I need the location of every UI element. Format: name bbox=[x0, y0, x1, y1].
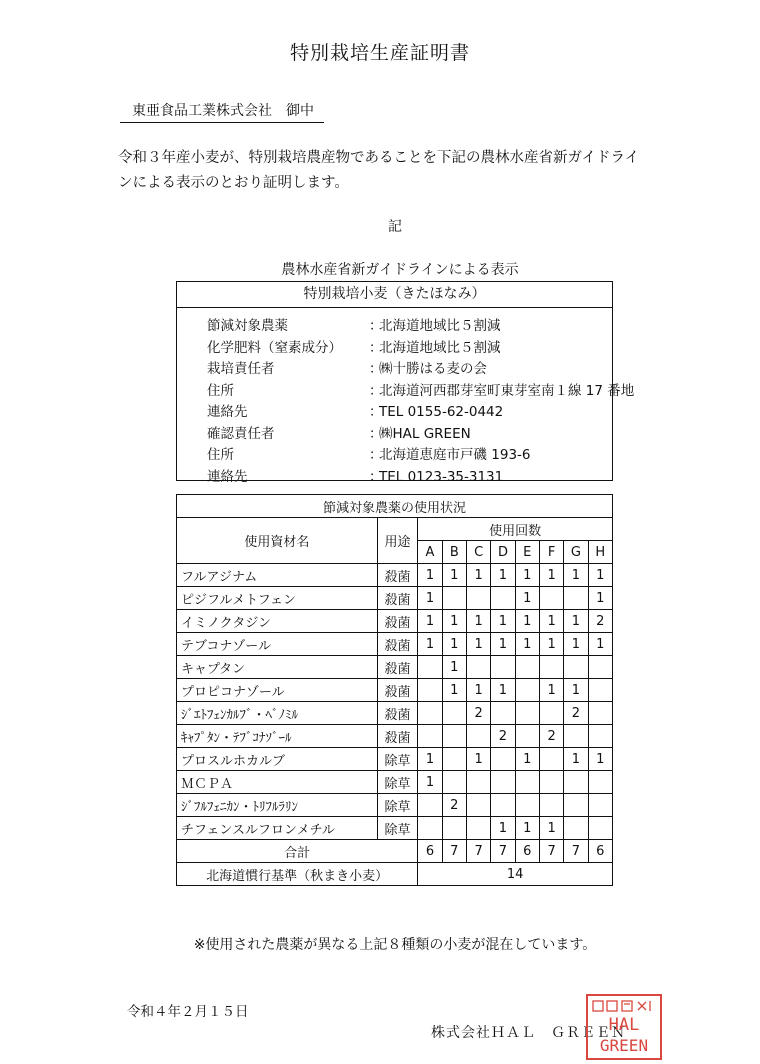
count-cell: 2 bbox=[539, 725, 563, 748]
count-cell: 1 bbox=[539, 564, 563, 587]
count-cell: 1 bbox=[466, 610, 490, 633]
total-row bbox=[177, 840, 613, 863]
label-separator: ： bbox=[369, 318, 383, 334]
material-use: 除草 bbox=[377, 794, 418, 817]
label-key: 化学肥料（窒素成分） bbox=[207, 339, 342, 356]
label-separator: ： bbox=[369, 404, 383, 420]
table-row bbox=[177, 725, 613, 748]
count-cell: 1 bbox=[515, 564, 539, 587]
label-separator: ： bbox=[369, 339, 383, 356]
count-cell bbox=[442, 725, 466, 748]
count-cell bbox=[539, 587, 563, 610]
standard-label: 北海道慣行基準（秋まき小麦） bbox=[177, 863, 418, 886]
table-row bbox=[177, 564, 613, 587]
col-material-header: 使用資材名 bbox=[177, 518, 378, 564]
count-cell bbox=[539, 748, 563, 771]
count-cell: 1 bbox=[515, 748, 539, 771]
material-name: キャプタン bbox=[177, 656, 378, 679]
table-row bbox=[177, 633, 613, 656]
ki-heading: 記 bbox=[388, 219, 402, 235]
label-separator: ： bbox=[369, 425, 383, 442]
table-row bbox=[177, 748, 613, 771]
material-use: 殺菌 bbox=[377, 656, 418, 679]
count-cell bbox=[466, 817, 490, 840]
count-cell bbox=[539, 656, 563, 679]
field-letter-d: D bbox=[491, 541, 515, 564]
table-row bbox=[177, 679, 613, 702]
count-cell: 1 bbox=[466, 564, 490, 587]
count-cell: 1 bbox=[564, 748, 588, 771]
table-row bbox=[177, 817, 613, 840]
count-cell: 2 bbox=[442, 794, 466, 817]
material-use: 殺菌 bbox=[377, 679, 418, 702]
label-row bbox=[207, 445, 531, 465]
count-cell bbox=[564, 587, 588, 610]
count-cell bbox=[564, 725, 588, 748]
material-name: イミノクタジン bbox=[177, 610, 378, 633]
count-cell bbox=[588, 656, 612, 679]
count-cell: 1 bbox=[564, 679, 588, 702]
company-seal bbox=[586, 994, 662, 1060]
count-cell: 1 bbox=[539, 610, 563, 633]
count-cell bbox=[539, 702, 563, 725]
count-cell bbox=[515, 794, 539, 817]
count-cell bbox=[491, 587, 515, 610]
count-cell: 1 bbox=[442, 679, 466, 702]
count-cell: 1 bbox=[539, 633, 563, 656]
table-row bbox=[177, 794, 613, 817]
total-cell: 7 bbox=[564, 840, 588, 863]
count-cell bbox=[466, 725, 490, 748]
count-cell: 1 bbox=[515, 610, 539, 633]
count-cell bbox=[515, 725, 539, 748]
count-cell bbox=[418, 817, 442, 840]
col-use-header: 用途 bbox=[377, 518, 418, 564]
count-cell: 1 bbox=[466, 679, 490, 702]
count-cell: 2 bbox=[588, 610, 612, 633]
count-cell: 1 bbox=[588, 633, 612, 656]
count-cell bbox=[515, 679, 539, 702]
field-letter-f: F bbox=[539, 541, 563, 564]
count-cell: 1 bbox=[491, 610, 515, 633]
table-row bbox=[177, 771, 613, 794]
count-cell bbox=[418, 702, 442, 725]
label-value: 北海道恵庭市戸磯 193-6 bbox=[379, 447, 531, 463]
table-row bbox=[177, 587, 613, 610]
standard-value: 14 bbox=[418, 863, 613, 886]
count-cell bbox=[442, 702, 466, 725]
count-cell: 1 bbox=[466, 748, 490, 771]
count-cell bbox=[442, 748, 466, 771]
count-cell: 1 bbox=[442, 633, 466, 656]
count-cell: 1 bbox=[418, 771, 442, 794]
count-cell: 1 bbox=[539, 679, 563, 702]
total-cell: 6 bbox=[515, 840, 539, 863]
count-cell bbox=[418, 679, 442, 702]
intro-paragraph bbox=[118, 146, 678, 196]
label-row bbox=[207, 467, 503, 487]
intro-line-2: ンによる表示のとおり証明します。 bbox=[118, 175, 349, 191]
intro-line-1: 令和３年産小麦が、特別栽培農産物であることを下記の農林水産省新ガイドライ bbox=[118, 150, 640, 166]
count-cell bbox=[588, 771, 612, 794]
count-cell bbox=[491, 748, 515, 771]
count-cell: 1 bbox=[588, 564, 612, 587]
label-separator: ： bbox=[369, 382, 383, 399]
count-cell bbox=[418, 794, 442, 817]
count-cell bbox=[466, 771, 490, 794]
count-cell bbox=[491, 702, 515, 725]
label-value: ㈱HAL GREEN bbox=[379, 425, 471, 442]
label-separator: ： bbox=[369, 468, 383, 485]
material-use: 殺菌 bbox=[377, 587, 418, 610]
count-cell bbox=[466, 587, 490, 610]
count-cell: 1 bbox=[491, 817, 515, 840]
material-name: ｼﾞﾌﾙﾌｪﾆｶﾝ・ﾄﾘﾌﾙﾗﾘﾝ bbox=[177, 794, 378, 817]
material-name: テブコナゾール bbox=[177, 633, 378, 656]
label-key: 住所 bbox=[207, 382, 234, 399]
total-cell: 6 bbox=[418, 840, 442, 863]
field-letter-b: B bbox=[442, 541, 466, 564]
count-cell: 1 bbox=[564, 610, 588, 633]
count-cell: 1 bbox=[418, 633, 442, 656]
material-use: 殺菌 bbox=[377, 610, 418, 633]
total-cell: 7 bbox=[466, 840, 490, 863]
note-text: ※使用された農薬が異なる上記８種類の小麦が混在しています。 bbox=[193, 937, 597, 953]
count-cell: 1 bbox=[515, 817, 539, 840]
material-name: プロスルホカルブ bbox=[177, 748, 378, 771]
count-cell bbox=[539, 771, 563, 794]
col-count-header: 使用回数 bbox=[418, 518, 613, 541]
material-use: 殺菌 bbox=[377, 564, 418, 587]
field-letter-g: G bbox=[564, 541, 588, 564]
addressee: 東亜食品工業株式会社 御中 bbox=[120, 100, 324, 123]
total-cell: 6 bbox=[588, 840, 612, 863]
count-cell bbox=[564, 656, 588, 679]
count-cell: 1 bbox=[466, 633, 490, 656]
count-cell bbox=[588, 679, 612, 702]
count-cell bbox=[564, 817, 588, 840]
count-cell: 1 bbox=[491, 633, 515, 656]
count-cell bbox=[418, 725, 442, 748]
label-row bbox=[207, 359, 487, 379]
field-letter-e: E bbox=[515, 541, 539, 564]
material-name: ＭＣＰＡ bbox=[177, 771, 378, 794]
count-cell bbox=[564, 771, 588, 794]
count-cell bbox=[442, 771, 466, 794]
count-cell bbox=[466, 794, 490, 817]
material-use: 除草 bbox=[377, 748, 418, 771]
total-cell: 7 bbox=[442, 840, 466, 863]
count-cell bbox=[588, 725, 612, 748]
total-cell: 7 bbox=[539, 840, 563, 863]
material-name: チフェンスルフロンメチル bbox=[177, 817, 378, 840]
label-separator: ： bbox=[369, 361, 383, 377]
count-cell: 1 bbox=[491, 564, 515, 587]
count-cell: 1 bbox=[442, 610, 466, 633]
material-name: ピジフルメトフェン bbox=[177, 587, 378, 610]
material-use: 除草 bbox=[377, 771, 418, 794]
count-cell: 1 bbox=[491, 679, 515, 702]
document-title: 特別栽培生産証明書 bbox=[289, 42, 470, 64]
label-row bbox=[207, 381, 634, 401]
count-cell bbox=[588, 817, 612, 840]
count-cell bbox=[515, 771, 539, 794]
standard-row bbox=[177, 863, 613, 886]
label-value: TEL 0155-62-0442 bbox=[379, 404, 504, 420]
material-use: 殺菌 bbox=[377, 633, 418, 656]
count-cell: 1 bbox=[418, 564, 442, 587]
label-box-heading: 特別栽培小麦（きたほなみ） bbox=[177, 282, 612, 308]
count-cell bbox=[491, 794, 515, 817]
count-cell: 1 bbox=[515, 633, 539, 656]
count-cell bbox=[588, 794, 612, 817]
label-value: 北海道地域比５割減 bbox=[379, 339, 501, 356]
count-cell: 2 bbox=[564, 702, 588, 725]
table-row bbox=[177, 610, 613, 633]
issue-date: 令和４年２月１５日 bbox=[127, 1004, 249, 1020]
table-row bbox=[177, 656, 613, 679]
field-letter-a: A bbox=[418, 541, 442, 564]
count-cell: 1 bbox=[418, 587, 442, 610]
seal-green-text: GREEN bbox=[599, 1036, 649, 1055]
label-box bbox=[176, 281, 635, 485]
label-key: 連絡先 bbox=[207, 404, 248, 420]
label-key: 節減対象農薬 bbox=[207, 318, 288, 334]
label-separator: ： bbox=[369, 447, 383, 463]
count-cell bbox=[442, 817, 466, 840]
label-key: 確認責任者 bbox=[207, 425, 275, 442]
count-cell: 2 bbox=[491, 725, 515, 748]
label-row bbox=[207, 338, 501, 358]
table-row bbox=[177, 702, 613, 725]
count-cell bbox=[442, 587, 466, 610]
count-cell bbox=[491, 771, 515, 794]
count-cell: 1 bbox=[588, 748, 612, 771]
seal-hal-text: HAL bbox=[608, 1015, 640, 1035]
count-cell bbox=[564, 794, 588, 817]
count-cell bbox=[466, 656, 490, 679]
count-cell bbox=[491, 656, 515, 679]
label-value: 北海道地域比５割減 bbox=[379, 318, 501, 334]
count-cell bbox=[539, 794, 563, 817]
count-cell: 1 bbox=[539, 817, 563, 840]
count-cell bbox=[515, 702, 539, 725]
count-cell: 1 bbox=[515, 587, 539, 610]
total-label: 合計 bbox=[177, 840, 418, 863]
count-cell: 1 bbox=[442, 564, 466, 587]
pesticide-usage-table bbox=[176, 494, 613, 886]
count-cell: 1 bbox=[588, 587, 612, 610]
count-cell: 2 bbox=[466, 702, 490, 725]
label-row bbox=[207, 424, 471, 444]
material-use: 殺菌 bbox=[377, 702, 418, 725]
label-key: 栽培責任者 bbox=[207, 361, 275, 377]
material-name: ｼﾞｴﾄﾌｪﾝｶﾙﾌﾞ・ﾍﾞﾉﾐﾙ bbox=[177, 702, 378, 725]
material-use: 除草 bbox=[377, 817, 418, 840]
label-value: ㈱十勝はる麦の会 bbox=[379, 361, 487, 377]
material-name: フルアジナム bbox=[177, 564, 378, 587]
label-key: 連絡先 bbox=[207, 468, 248, 485]
label-row bbox=[207, 316, 501, 336]
count-cell: 1 bbox=[442, 656, 466, 679]
count-cell bbox=[515, 656, 539, 679]
label-key: 住所 bbox=[207, 447, 234, 463]
total-cell: 7 bbox=[491, 840, 515, 863]
count-cell: 1 bbox=[418, 748, 442, 771]
count-cell: 1 bbox=[564, 564, 588, 587]
count-cell: 1 bbox=[418, 610, 442, 633]
usage-table-title: 節減対象農薬の使用状況 bbox=[177, 495, 613, 518]
count-cell: 1 bbox=[564, 633, 588, 656]
field-letter-c: C bbox=[466, 541, 490, 564]
issuer-company: 株式会社ＨＡＬ ＧＲＥＥＮ bbox=[431, 1025, 626, 1041]
label-row bbox=[207, 402, 503, 422]
label-value: 北海道河西郡芽室町東芽室南１線 17 番地 bbox=[379, 382, 635, 399]
count-cell bbox=[588, 702, 612, 725]
guideline-title: 農林水産省新ガイドラインによる表示 bbox=[281, 262, 519, 278]
material-name: ｷｬﾌﾟﾀﾝ・ﾃﾌﾞｺﾅｿﾞｰﾙ bbox=[177, 725, 378, 748]
material-use: 殺菌 bbox=[377, 725, 418, 748]
material-name: プロピコナゾール bbox=[177, 679, 378, 702]
label-value: TEL 0123-35-3131 bbox=[379, 468, 504, 485]
field-letter-h: H bbox=[588, 541, 612, 564]
count-cell bbox=[418, 656, 442, 679]
